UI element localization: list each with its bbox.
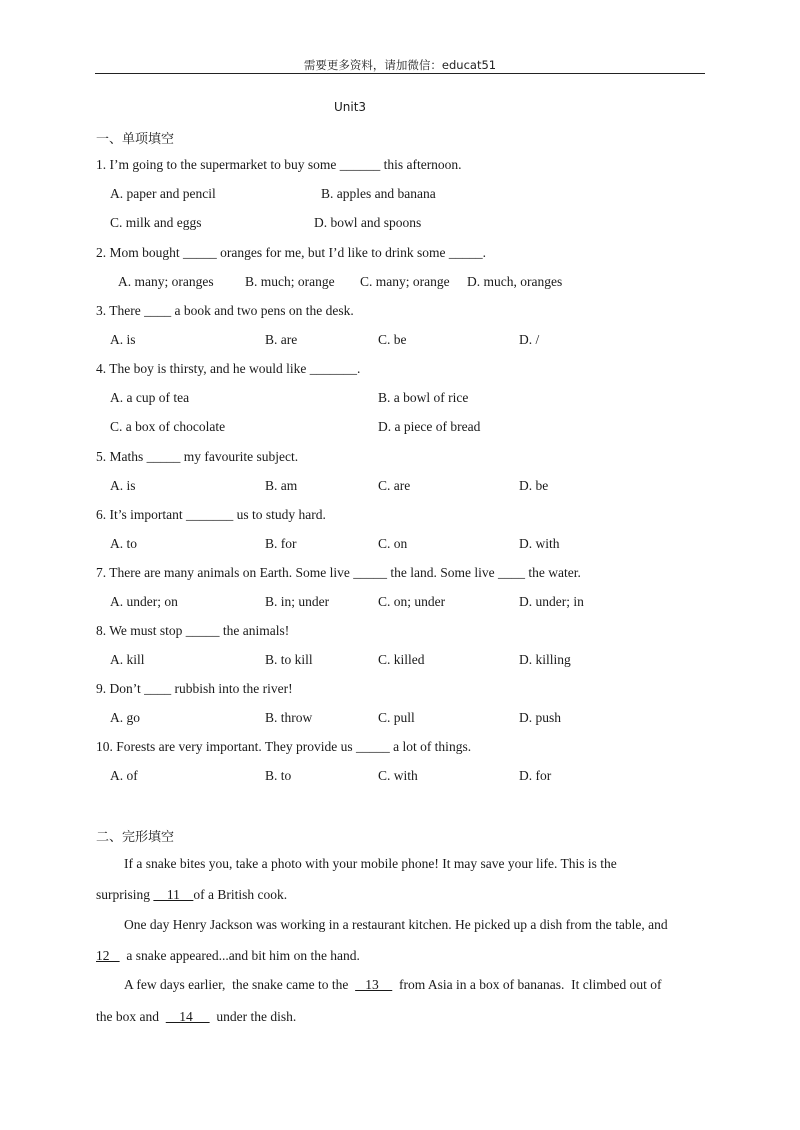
option-a: A. is — [110, 478, 136, 493]
option-b: B. a bowl of rice — [378, 390, 469, 405]
question-8: 8. We must stop _____ the animals! — [96, 623, 290, 638]
option-a: A. under; on — [110, 594, 178, 609]
option-a: A. many; oranges — [118, 274, 214, 289]
option-b: B. to — [265, 768, 292, 783]
option-c: C. milk and eggs — [110, 215, 202, 230]
blank-13: 13 — [355, 977, 393, 992]
option-a: A. go — [110, 710, 140, 725]
header-divider — [95, 73, 705, 74]
question-10: 10. Forests are very important. They provide us _____ a lot of things. — [96, 739, 472, 754]
cloze-paragraph-3-line-2: the box and 14 under the dish. — [96, 1009, 297, 1024]
question-4: 4. The boy is thirsty, and he would like _______. — [96, 361, 361, 376]
option-c: C. many; orange — [360, 274, 450, 289]
question-3: 3. There ____ a book and two pens on the desk. — [96, 303, 354, 318]
question-1: 1. I’m going to the supermarket to buy some ______ this afternoon. — [96, 157, 462, 172]
option-b: B. am — [265, 478, 298, 493]
question-5: 5. Maths _____ my favourite subject. — [96, 449, 299, 464]
unit-title: Unit3 — [333, 100, 367, 114]
option-a: A. is — [110, 332, 136, 347]
option-a: A. a cup of tea — [110, 390, 190, 405]
option-a: A. kill — [110, 652, 145, 667]
option-d: D. killing — [519, 652, 571, 667]
option-d: D. under; in — [519, 594, 584, 609]
option-a: A. of — [110, 768, 138, 783]
option-c: C. a box of chocolate — [110, 419, 226, 434]
option-d: D. for — [519, 768, 552, 783]
option-c: C. killed — [378, 652, 425, 667]
option-b: B. are — [265, 332, 298, 347]
option-d: D. much, oranges — [467, 274, 563, 289]
question-9: 9. Don’t ____ rubbish into the river! — [96, 681, 293, 696]
option-b: B. throw — [265, 710, 313, 725]
blank-11: 11 — [153, 887, 194, 902]
cloze-paragraph-1-line-2: surprising 11 of a British cook. — [96, 887, 288, 902]
question-7: 7. There are many animals on Earth. Some live _____ the land. Some live ____ the water. — [96, 565, 581, 580]
cloze-paragraph-2-line-2: 12 a snake appeared...and bit him on the hand. — [96, 948, 360, 963]
cloze-paragraph-3-line-1: A few days earlier, the snake came to the 13 from Asia in a box of bananas. It climbed out of — [124, 977, 662, 992]
option-a: A. paper and pencil — [110, 186, 216, 201]
option-d: D. a piece of bread — [378, 419, 481, 434]
option-c: C. with — [378, 768, 418, 783]
option-a: A. to — [110, 536, 137, 551]
option-c: C. on — [378, 536, 408, 551]
option-d: D. bowl and spoons — [314, 215, 422, 230]
option-c: C. pull — [378, 710, 415, 725]
option-d: D. with — [519, 536, 560, 551]
option-d: D. push — [519, 710, 562, 725]
option-c: C. are — [378, 478, 411, 493]
page-header: 需要更多资料，请加微信：educat51 — [303, 58, 497, 72]
option-b: B. to kill — [265, 652, 313, 667]
option-b: B. much; orange — [245, 274, 335, 289]
blank-14: 14 — [165, 1009, 210, 1024]
option-c: C. on; under — [378, 594, 446, 609]
section-heading-cloze: 二、完形填空 — [96, 830, 175, 845]
question-2: 2. Mom bought _____ oranges for me, but I’d like to drink some _____. — [96, 245, 486, 260]
section-heading-single-choice: 一、单项填空 — [96, 132, 175, 147]
option-d: D. be — [519, 478, 549, 493]
option-b: B. apples and banana — [321, 186, 436, 201]
option-b: B. in; under — [265, 594, 330, 609]
blank-12: 12 — [96, 948, 120, 963]
cloze-paragraph-2-line-1: One day Henry Jackson was working in a restaurant kitchen. He picked up a dish from the table, and — [124, 917, 668, 932]
option-d: D. / — [519, 332, 540, 347]
cloze-paragraph-1-line-1: If a snake bites you, take a photo with your mobile phone! It may save your life. This is the — [124, 856, 617, 871]
option-b: B. for — [265, 536, 297, 551]
option-c: C. be — [378, 332, 407, 347]
question-6: 6. It’s important _______ us to study hard. — [96, 507, 326, 522]
